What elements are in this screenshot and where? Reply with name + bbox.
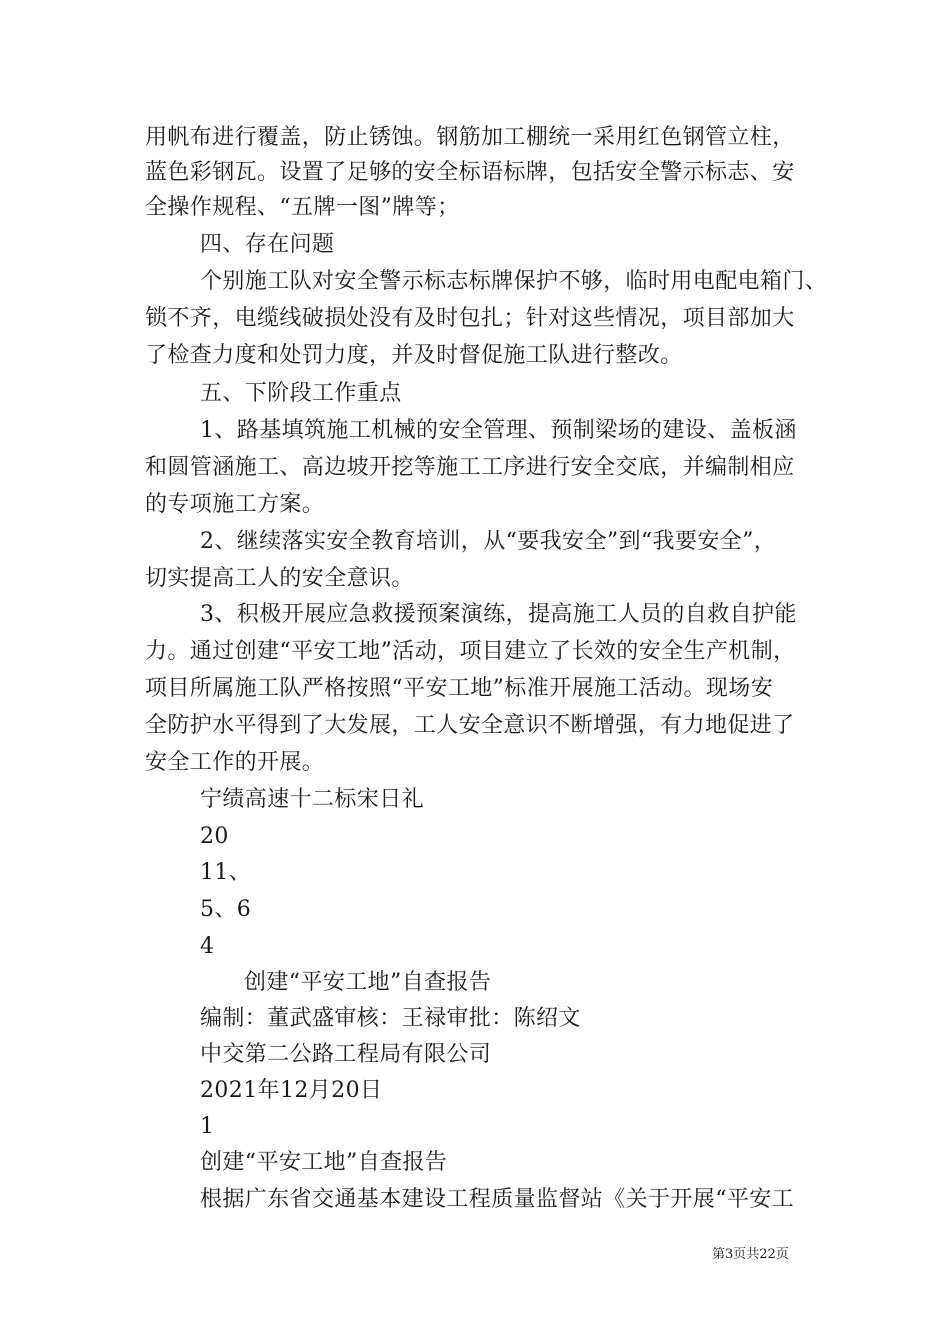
body-text-line: 全防护水平得到了大发展，工人安全意识不断增强，有力地促进了 bbox=[145, 713, 795, 738]
section-heading: 五、下阶段工作重点 bbox=[200, 381, 402, 406]
section-heading: 四、存在问题 bbox=[200, 232, 335, 257]
body-text-line: 根据广东省交通基本建设工程质量监督站《关于开展“平安工 bbox=[200, 1187, 795, 1212]
body-text-line: 的专项施工方案。 bbox=[145, 492, 325, 517]
date-fragment: 4 bbox=[200, 934, 215, 959]
compiler-line: 编制：董武盛审核：王禄审批：陈绍文 bbox=[200, 1006, 581, 1031]
body-text-line: 用帆布进行覆盖，防止锈蚀。钢筋加工棚统一采用红色钢管立柱， bbox=[145, 125, 795, 150]
report-title: 创建“平安工地”自查报告 bbox=[200, 1150, 448, 1175]
body-text-line: 了检查力度和处罚力度，并及时督促施工队进行整改。 bbox=[145, 343, 683, 368]
body-text-line: 个别施工队对安全警示标志标牌保护不够，临时用电配电箱门、 bbox=[200, 269, 828, 294]
body-text-line: 力。通过创建“平安工地”活动，项目建立了长效的安全生产机制， bbox=[145, 639, 796, 664]
page-number-marker: 1 bbox=[200, 1114, 215, 1139]
body-text-line: 和圆管涵施工、高边坡开挖等施工工序进行安全交底，并编制相应 bbox=[145, 455, 795, 480]
body-text-line: 安全工作的开展。 bbox=[145, 750, 325, 775]
date-fragment: 20 bbox=[200, 824, 229, 849]
body-text-line: 项目所属施工队严格按照“平安工地”标准开展施工活动。现场安 bbox=[145, 676, 774, 701]
body-text-line: 锁不齐，电缆线破损处没有及时包扎；针对这些情况，项目部加大 bbox=[145, 306, 795, 331]
company-name: 中交第二公路工程局有限公司 bbox=[200, 1042, 492, 1067]
body-text-line: 全操作规程、“五牌一图”牌等； bbox=[145, 195, 460, 220]
report-date: 2021年12月20日 bbox=[200, 1078, 383, 1103]
list-item-line: 1、路基填筑施工机械的安全管理、预制梁场的建设、盖板涵 bbox=[200, 418, 797, 443]
body-text-line: 蓝色彩钢瓦。设置了足够的安全标语标牌，包括安全警示标志、安 bbox=[145, 160, 795, 185]
report-title: 创建“平安工地”自查报告 bbox=[244, 970, 492, 995]
list-item-line: 2、继续落实安全教育培训，从“要我安全”到“我要安全”， bbox=[200, 529, 777, 554]
body-text-line: 切实提高工人的安全意识。 bbox=[145, 566, 414, 591]
page-footer: 第3页共22页 bbox=[712, 1247, 789, 1262]
signature-line: 宁绩高速十二标宋日礼 bbox=[200, 787, 425, 812]
date-fragment: 11、 bbox=[200, 860, 252, 885]
list-item-line: 3、积极开展应急救援预案演练，提高施工人员的自救自护能 bbox=[200, 602, 797, 627]
date-fragment: 5、6 bbox=[200, 897, 252, 922]
